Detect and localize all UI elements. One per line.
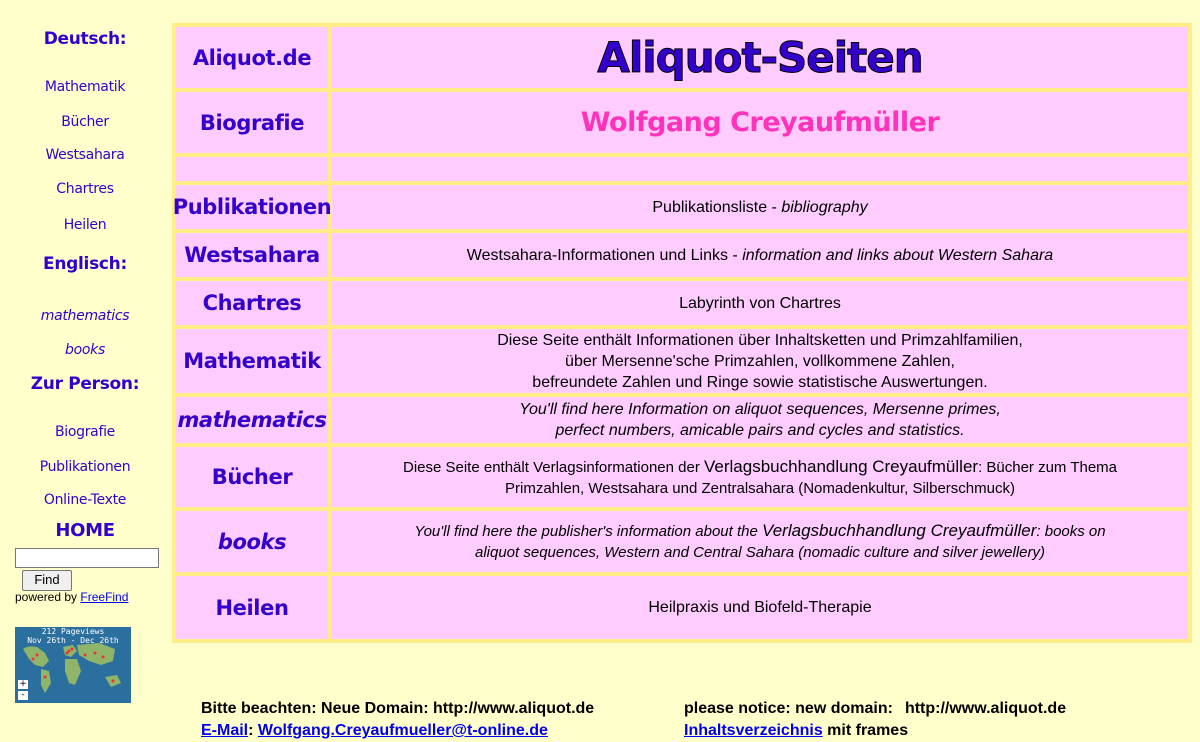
heading-englisch: Englisch: — [43, 254, 127, 274]
westsahara-desc-en: information and links about Western Sahara — [742, 246, 1054, 264]
heilen-desc-cell — [332, 576, 1188, 639]
chartres-link[interactable]: Chartres — [202, 291, 302, 315]
email-label-link[interactable]: E-Mail — [201, 722, 249, 739]
publikationen-label-cell — [172, 185, 332, 229]
title-cell — [332, 27, 1188, 88]
heading-deutsch: Deutsch: — [43, 29, 127, 49]
mathematics-desc-cell — [332, 397, 1188, 443]
books-desc-b: : books on — [1036, 523, 1106, 540]
publikationen-desc-de: Publikationsliste — [652, 198, 768, 216]
aliquot-de-link[interactable]: Aliquot.de — [192, 45, 312, 70]
bio-link-cell — [176, 92, 328, 153]
buecher-desc-a: Diese Seite enthält Verlagsinformationen der — [402, 458, 704, 476]
chartres-desc: Labyrinth von Chartres — [679, 294, 841, 312]
author-cell — [332, 92, 1188, 153]
email-link[interactable]: Wolfgang.Creyaufmueller@t-online.de — [257, 722, 548, 739]
westsahara-link[interactable]: Westsahara — [184, 243, 320, 267]
nav-link-books[interactable]: books — [65, 342, 105, 358]
author-name: Wolfgang Creyaufmüller — [580, 107, 940, 138]
westsahara-desc-sep: - — [727, 246, 743, 264]
page-title: Aliquot-Seiten — [597, 33, 923, 82]
nav-link-buecher[interactable]: Bücher — [61, 114, 109, 130]
nav-link-home[interactable]: HOME — [55, 520, 115, 541]
find-button[interactable]: Find — [22, 570, 72, 591]
map-pageviews-text: 212 Pageviews — [41, 627, 105, 636]
nav-link-chartres[interactable]: Chartres — [56, 181, 114, 197]
chartres-desc-cell — [332, 281, 1188, 325]
mathematik-label-cell — [176, 329, 328, 393]
main-table — [172, 23, 1192, 643]
books-label-cell — [176, 511, 328, 572]
mathematics-desc-line2: perfect numbers, amicable pairs and cycles and statistics. — [555, 422, 965, 439]
buecher-desc-line2: Primzahlen, Westsahara und Zentralsahara (Nomadenkultur, Silberschmuck) — [505, 479, 1015, 497]
site-link-cell — [176, 27, 328, 88]
footer-left — [201, 698, 594, 742]
heilen-link[interactable]: Heilen — [215, 595, 289, 620]
nav-link-publikationen[interactable]: Publikationen — [39, 459, 131, 475]
buecher-desc-cell — [332, 447, 1188, 507]
footer-right — [684, 698, 1066, 742]
mathematik-desc-line3: befreundete Zahlen und Ringe sowie statistische Auswertungen. — [532, 373, 988, 391]
map-date-range-text: Nov 26th - Dec 26th — [27, 636, 119, 645]
westsahara-desc-de: Westsahara-Informationen und Links — [466, 246, 728, 264]
mathematik-desc-line2: über Mersenne'sche Primzahlen, vollkommene Zahlen, — [565, 352, 955, 370]
nav-link-westsahara[interactable]: Westsahara — [45, 147, 125, 163]
empty-cell-right — [332, 157, 1188, 181]
mathematik-link[interactable]: Mathematik — [183, 349, 321, 373]
pageview-map-widget[interactable] — [15, 627, 131, 703]
footer-notice-de: Bitte beachten: Neue Domain: http://www.aliquot.de — [201, 700, 595, 717]
buecher-link[interactable]: Bücher — [211, 465, 293, 489]
empty-cell-left — [176, 157, 328, 181]
nav-link-mathematics[interactable]: mathematics — [40, 308, 130, 324]
books-desc-cell — [332, 511, 1188, 572]
index-link[interactable]: Inhaltsverzeichnis — [684, 722, 823, 739]
mathematics-link[interactable]: mathematics — [177, 408, 327, 432]
nav-link-mathematik[interactable]: Mathematik — [44, 79, 126, 95]
mathematik-desc-cell — [332, 329, 1188, 393]
mathematics-desc-line1: You'll find here Information on aliquot sequences, Mersenne primes, — [519, 401, 1001, 418]
email-colon: : — [248, 722, 258, 739]
chartres-label-cell — [176, 281, 328, 325]
books-desc-a: You'll find here the publisher's information about the — [414, 523, 763, 540]
footer-notice-en: please notice: new domain: — [684, 700, 893, 717]
zoom-in-button[interactable]: + — [19, 679, 27, 689]
publikationen-link[interactable]: Publikationen — [172, 195, 332, 219]
books-link[interactable]: books — [217, 529, 287, 554]
powered-by-text — [15, 590, 128, 604]
publikationen-desc-en: bibliography — [781, 198, 868, 216]
search-input[interactable] — [15, 548, 159, 568]
heading-zur-person: Zur Person: — [30, 374, 140, 394]
footer-notice-en-url: http://www.aliquot.de — [904, 700, 1067, 717]
mathematics-label-cell — [176, 397, 328, 443]
heilen-label-cell — [176, 576, 328, 639]
westsahara-desc-cell — [332, 233, 1188, 277]
nav-link-online-texte[interactable]: Online-Texte — [43, 492, 127, 508]
nav-link-biografie[interactable]: Biografie — [54, 424, 115, 440]
buecher-label-cell — [176, 447, 328, 507]
nav-link-heilen[interactable]: Heilen — [63, 217, 107, 233]
books-desc-line2: aliquot sequences, Western and Central Sahara (nomadic culture and silver jewellery) — [474, 544, 1045, 561]
publikationen-desc-sep: - — [767, 198, 782, 216]
westsahara-label-cell — [176, 233, 328, 277]
powered-by-label: powered by — [15, 590, 78, 604]
buecher-publisher: Verlagsbuchhandlung Creyaufmüller — [704, 456, 979, 476]
publikationen-desc-cell — [332, 185, 1188, 229]
zoom-out-button[interactable]: - — [18, 691, 28, 700]
mathematik-desc-line1: Diese Seite enthält Informationen über Inhaltsketten und Primzahlfamilien, — [497, 331, 1023, 349]
biografie-link[interactable]: Biografie — [199, 110, 305, 135]
index-suffix: mit frames — [822, 722, 909, 739]
buecher-desc-b: : Bücher zum Thema — [978, 458, 1118, 476]
books-publisher: Verlagsbuchhandlung Creyaufmüller — [762, 521, 1037, 540]
heilen-desc: Heilpraxis und Biofeld-Therapie — [648, 599, 872, 616]
freefind-link[interactable]: FreeFind — [80, 590, 129, 604]
